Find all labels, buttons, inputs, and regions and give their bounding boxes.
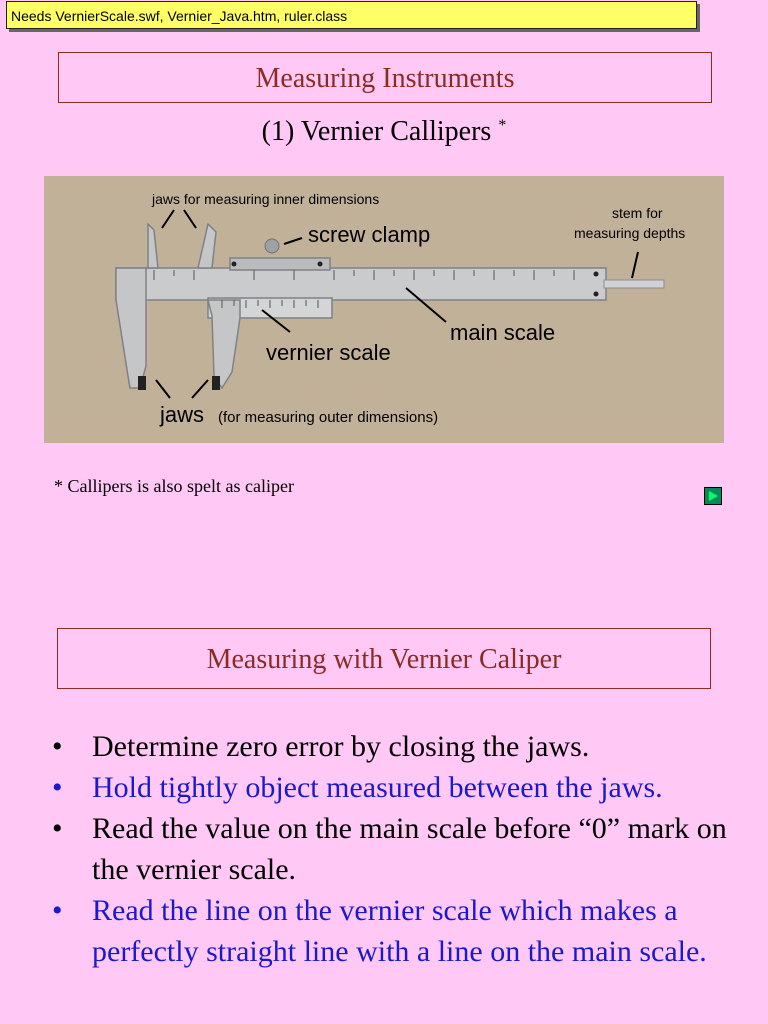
list-item [52,767,752,808]
step-text: Read the value on the main scale before “0” mark on the vernier scale. [92,812,727,886]
sliding-outer-jaw [208,300,240,388]
step-text: Hold tightly object measured between the jaws. [92,771,663,804]
label-main-scale: main scale [450,320,556,345]
label-screw-clamp: screw clamp [308,222,431,247]
subtitle-asterisk: * [498,117,507,134]
list-item [52,808,752,890]
rivet [232,262,237,267]
rivet [594,292,599,297]
slider-top [230,258,330,270]
label-inner-jaws: jaws for measuring inner dimensions [152,191,380,207]
step-text: Determine zero error by closing the jaws. [92,730,590,763]
subtitle-text: (1) Vernier Callipers [261,116,492,147]
sliding-inner-jaw [198,224,216,268]
rivet [318,262,323,267]
vernier-caliper-photo [44,176,724,443]
screw-clamp-knob [265,239,279,253]
section-title: Measuring with Vernier Caliper [57,628,711,689]
label-vernier-scale: vernier scale [266,340,391,365]
step-text: Read the line on the vernier scale which makes a perfectly straight line with a line on the main scale. [92,894,707,968]
requirements-note: Needs VernierScale.swf, Vernier_Java.htm, ruler.class [6,1,697,29]
label-jaws: jaws [160,402,205,427]
fixed-inner-jaw [148,224,158,268]
bullet-dot: • [52,771,63,804]
label-jaws-note: (for measuring outer dimensions) [218,409,439,426]
bullet-dot: • [52,812,63,845]
footnote: * Callipers is also spelt as caliper [54,476,294,496]
sliding-jaw-tip [212,376,220,390]
main-beam [116,268,606,300]
steps-list [52,726,752,972]
label-stem-line2: measuring depths [574,225,686,241]
next-slide-button[interactable] [704,487,722,505]
bullet-dot: • [52,894,63,927]
bullet-dot: • [52,730,63,763]
rivet [594,272,599,277]
slide-title: Measuring Instruments [58,52,712,103]
fixed-jaw-tip [138,376,146,390]
list-item [52,890,752,972]
depth-stem [604,280,664,288]
caliper-illustration [44,176,724,443]
label-stem-line1: stem for [612,205,663,221]
slide-subtitle [0,116,768,148]
list-item [52,726,752,767]
fixed-outer-jaw [116,268,146,388]
